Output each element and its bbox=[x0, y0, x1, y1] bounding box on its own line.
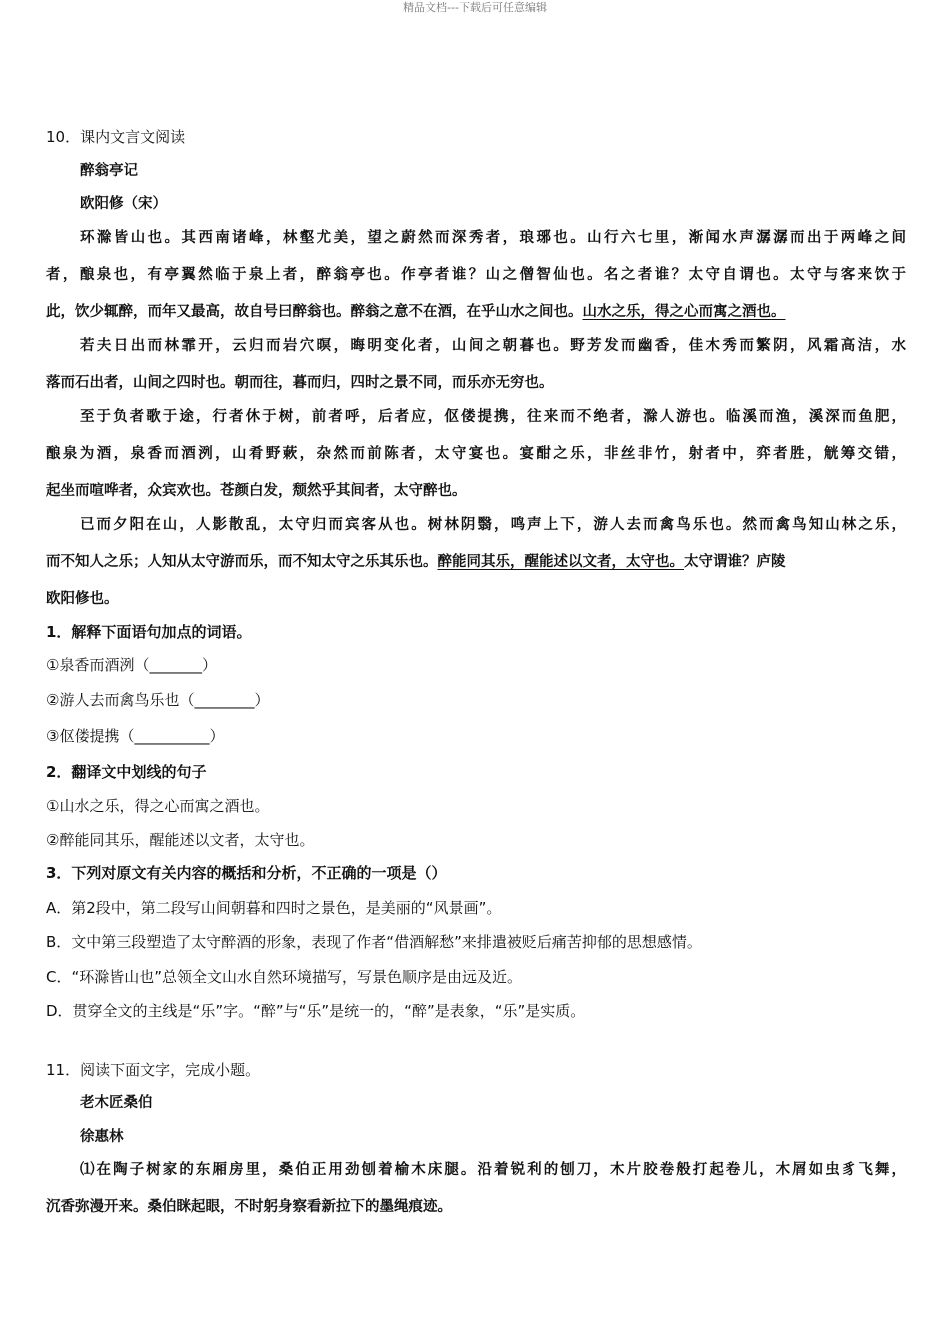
passage-line: 起坐而喧哗者，众宾欢也。苍颜白发，颓然乎其间者，太守醉也。 bbox=[46, 482, 467, 499]
passage-text: 而不知人之乐；人知从太守游而乐，而不知太守之乐其乐也。 bbox=[46, 553, 438, 570]
passage-line bbox=[46, 302, 906, 322]
sub-question-3: 3．下列对原文有关内容的概括和分析，不正确的一项是（） bbox=[46, 864, 447, 882]
passage-title: 醉翁亭记 bbox=[80, 162, 138, 179]
passage-line: 酿泉为酒，泉香而酒洌，山肴野蔌，杂然而前陈者，太守宴也。宴酣之乐，非丝非竹，射者中，弈者胜，觥筹交错， bbox=[46, 445, 906, 462]
story-line: ⑴在陶子树家的东厢房里，桑伯正用劲刨着榆木床腿。沿着锐利的刨刀，木片胶卷般打起卷儿，木屑如虫豸飞舞， bbox=[80, 1161, 906, 1178]
option-c: C．“环滁皆山也”总领全文山水自然环境描写，写景色顺序是由远及近。 bbox=[46, 968, 523, 986]
passage-line: 环滁皆山也。其西南诸峰，林壑尤美，望之蔚然而深秀者，琅琊也。山行六七里，渐闻水声潺潺而出于两峰之间 bbox=[80, 229, 906, 246]
underlined-sentence-1: 山水之乐，得之心而寓之酒也。 bbox=[582, 303, 786, 320]
passage-line: 至于负者歌于途，行者休于树，前者呼，后者应，伛偻提携，往来而不绝者，滁人游也。临溪而渔，溪深而鱼肥， bbox=[80, 408, 906, 425]
story-author: 徐惠林 bbox=[80, 1128, 124, 1145]
sub-question-2-item: ②醉能同其乐，醒能述以文者，太守也。 bbox=[46, 831, 315, 849]
passage-line: 落而石出者，山间之四时也。朝而往，暮而归，四时之景不同，而乐亦无穷也。 bbox=[46, 374, 554, 391]
option-b: B．文中第三段塑造了太守醉酒的形象，表现了作者“借酒解愁”来排遣被贬后痛苦抑郁的思想感情。 bbox=[46, 933, 702, 951]
page-header: 精品文档---下载后可任意编辑 bbox=[403, 1, 547, 14]
passage-line: 已而夕阳在山，人影散乱，太守归而宾客从也。树林阴翳，鸣声上下，游人去而禽鸟乐也。然而禽鸟知山林之乐， bbox=[80, 516, 906, 533]
story-line: 沉香弥漫开来。桑伯眯起眼，不时躬身察看新拉下的墨绳痕迹。 bbox=[46, 1198, 452, 1215]
passage-text: 太守谓谁？庐陵 bbox=[684, 553, 786, 570]
option-a: A．第2段中，第二段写山间朝暮和四时之景色，是美丽的“风景画”。 bbox=[46, 899, 502, 917]
sub-question-2: 2．翻译文中划线的句子 bbox=[46, 763, 207, 781]
q11-heading: 11．阅读下面文字，完成小题。 bbox=[46, 1061, 261, 1079]
passage-line bbox=[46, 552, 906, 572]
q10-heading: 10．课内文言文阅读 bbox=[46, 128, 186, 146]
sub-question-2-item: ①山水之乐，得之心而寓之酒也。 bbox=[46, 797, 270, 815]
option-d: D．贯穿全文的主线是“乐”字。“醉”与“乐”是统一的，“醉”是表象，“乐”是实质。 bbox=[46, 1002, 586, 1020]
passage-line: 者，酿泉也，有亭翼然临于泉上者，醉翁亭也。作亭者谁？山之僧智仙也。名之者谁？太守自谓也。太守与客来饮于 bbox=[46, 266, 906, 283]
passage-line: 欧阳修也。 bbox=[46, 590, 119, 607]
passage-text: 此，饮少辄醉，而年又最高，故自号曰醉翁也。醉翁之意不在酒，在乎山水之间也。 bbox=[46, 303, 583, 320]
passage-line: 若夫日出而林霏开，云归而岩穴暝，晦明变化者，山间之朝暮也。野芳发而幽香，佳木秀而繁阴，风霜高洁，水 bbox=[80, 337, 906, 354]
story-title: 老木匠桑伯 bbox=[80, 1094, 153, 1111]
sub-question-1-item: ②游人去而禽鸟乐也（________） bbox=[46, 691, 270, 709]
sub-question-1-item: ①泉香而酒洌（_______） bbox=[46, 656, 217, 674]
passage-author: 欧阳修（宋） bbox=[80, 195, 167, 212]
underlined-sentence-2: 醉能同其乐，醒能述以文者，太守也。 bbox=[437, 553, 684, 570]
sub-question-1: 1．解释下面语句加点的词语。 bbox=[46, 623, 252, 641]
sub-question-1-item: ③伛偻提携（__________） bbox=[46, 727, 225, 745]
